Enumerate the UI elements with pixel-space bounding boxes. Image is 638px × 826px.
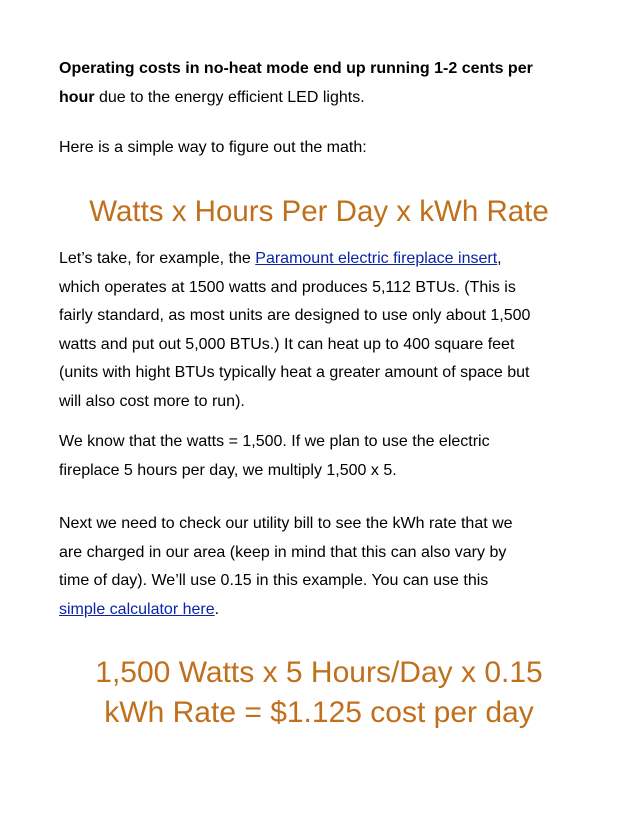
example-line-2: which operates at 1500 watts and produces 5,112 BTUs. (This is bbox=[59, 278, 516, 296]
rate-period: . bbox=[214, 600, 220, 618]
rate-line-3: time of day). We’ll use 0.15 in this example. You can use this bbox=[59, 572, 489, 589]
rate-line-2: are charged in our area (keep in mind that this can also vary by bbox=[59, 543, 507, 561]
paramount-fireplace-link[interactable]: Paramount electric fireplace insert bbox=[255, 250, 498, 267]
watts-paragraph bbox=[59, 428, 599, 485]
operating-costs-bold-hour: hour bbox=[59, 88, 95, 106]
rate-paragraph bbox=[59, 510, 599, 624]
intro-paragraph: Here is a simple way to figure out the math: bbox=[59, 139, 367, 156]
example-line-4: watts and put out 5,000 BTUs.) It can heat up to 400 square feet bbox=[59, 335, 515, 353]
example-line-5: (units with hight BTUs typically heat a greater amount of space but bbox=[59, 364, 530, 381]
result-heading-line-1: 1,500 Watts x 5 Hours/Day x 0.15 bbox=[95, 656, 543, 689]
watts-line-1: We know that the watts = 1,500. If we plan to use the electric bbox=[59, 433, 490, 450]
simple-calculator-link[interactable]: simple calculator here bbox=[59, 600, 215, 618]
example-line-6: will also cost more to run). bbox=[59, 392, 245, 410]
result-heading bbox=[0, 653, 638, 733]
example-paragraph bbox=[59, 245, 599, 416]
operating-costs-rest: due to the energy efficient LED lights. bbox=[94, 88, 365, 106]
result-heading-line-2: kWh Rate = $1.125 cost per day bbox=[104, 696, 534, 729]
formula-heading: Watts x Hours Per Day x kWh Rate bbox=[89, 195, 549, 228]
watts-line-2: fireplace 5 hours per day, we multiply 1,500 x 5. bbox=[59, 461, 397, 479]
example-line-3: fairly standard, as most units are designed to use only about 1,500 bbox=[59, 307, 531, 324]
operating-costs-bold: Operating costs in no-heat mode end up running 1-2 cents per bbox=[59, 60, 533, 77]
example-text-start: Let’s take, for example, the bbox=[59, 250, 256, 267]
example-comma: , bbox=[497, 250, 502, 267]
operating-costs-paragraph bbox=[59, 55, 599, 112]
rate-line-1: Next we need to check our utility bill to see the kWh rate that we bbox=[59, 515, 513, 532]
